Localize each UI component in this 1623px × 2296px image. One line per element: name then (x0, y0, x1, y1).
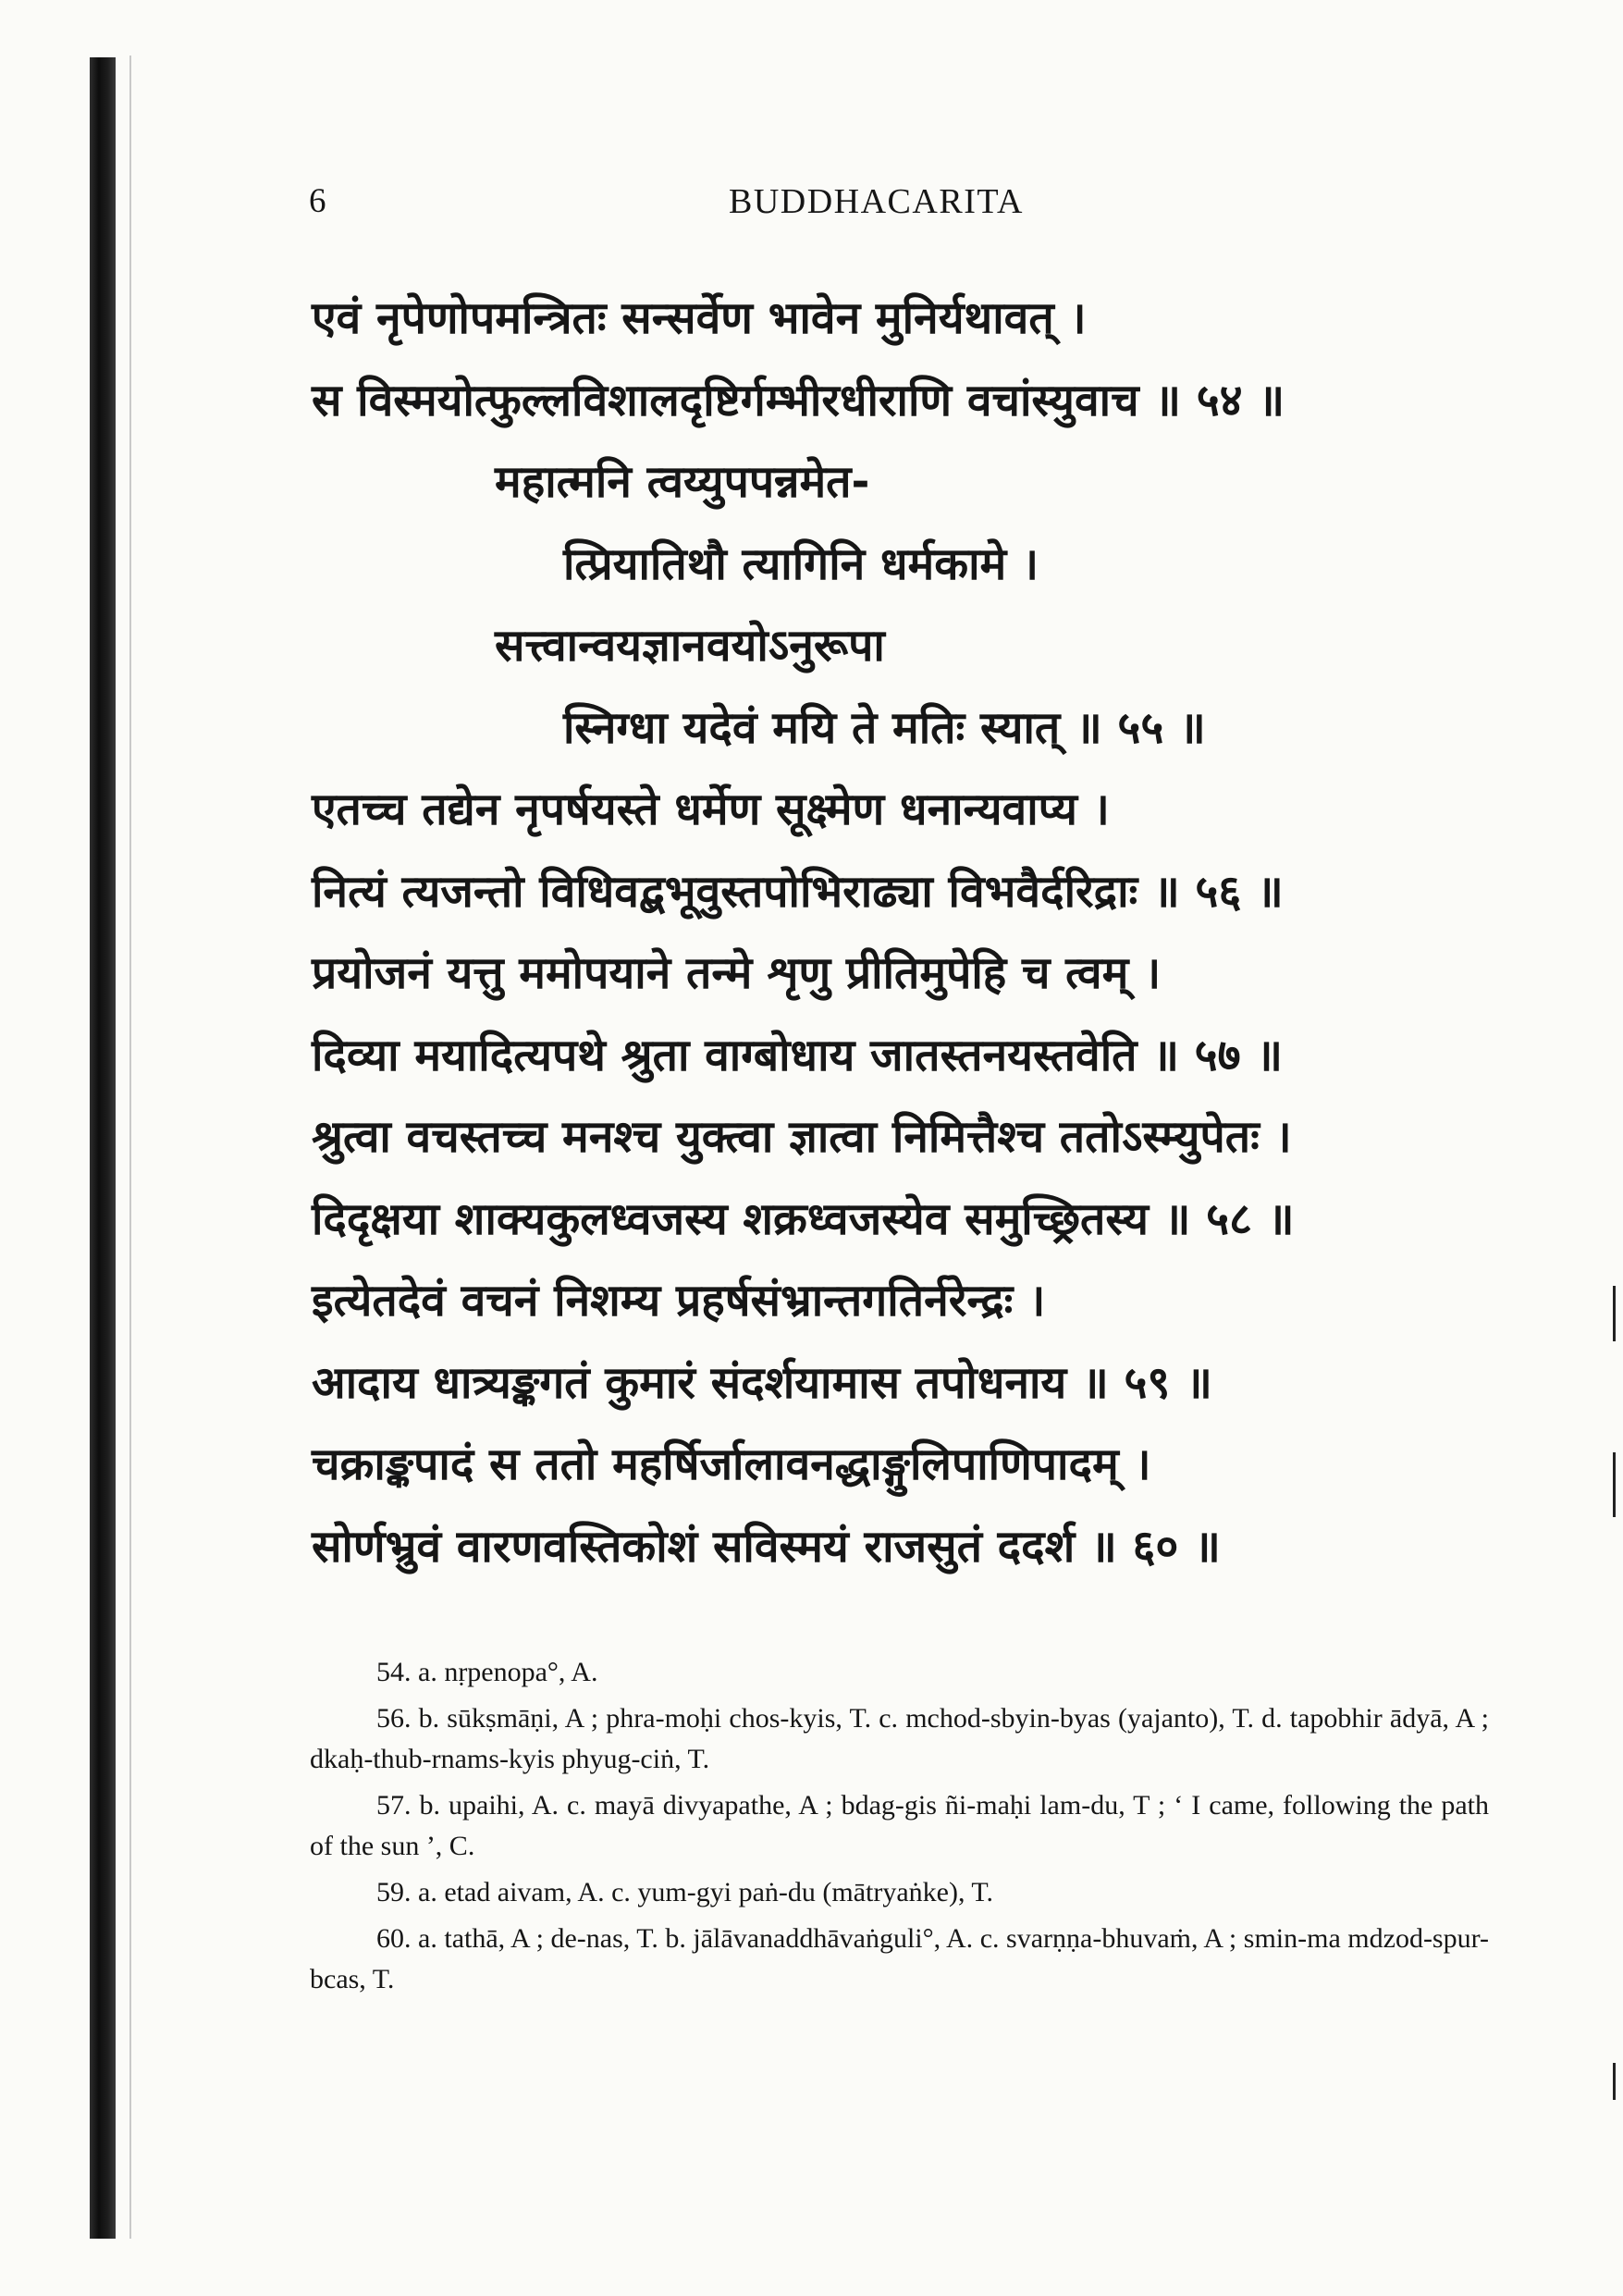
verse-line: नित्यं त्यजन्तो विधिवद्बभूवुस्तपोभिराढ्या विभवैर्दरिद्राः ॥ ५६ ॥ (312, 865, 1284, 918)
verse-line: इत्येतदेवं वचनं निशम्य प्रहर्षसंभ्रान्तगतिर्नरेन्द्रः । (312, 1275, 1046, 1327)
footnote: 56. b. sūkṣmāṇi, A ; phra-moḥi chos-kyis, T. c. mchod-sbyin-byas (yajanto), T. d. tapobhir ādyā, A ; dkaḥ-thub-rnams-kyis phyug-ciṅ, T. (310, 1703, 1489, 1774)
footnote: 54. a. nṛpenopa°, A. (376, 1657, 598, 1687)
scan-edge-mark (1613, 2063, 1616, 2100)
scan-edge-mark (1613, 1286, 1616, 1341)
verse-block (312, 278, 1514, 1587)
verse-line: चक्राङ्कपादं स ततो महर्षिर्जालावनद्धाङ्गुलिपाणिपादम् । (312, 1438, 1151, 1490)
verse-line: सत्त्वान्वयज्ञानवयोऽनुरूपा (495, 620, 885, 672)
verse-line: एतच्च तद्येन नृपर्षयस्ते धर्मेण सूक्ष्मेण धनान्यवाप्य । (312, 784, 1110, 835)
page-gutter-edge (129, 56, 131, 2239)
verse-line: श्रुत्वा वचस्तच्च मनश्च युक्त्वा ज्ञात्वा निमित्तैश्च ततोऽस्म्युपेतः । (312, 1111, 1292, 1163)
running-title: BUDDHACARITA (729, 182, 1024, 221)
verse-line: महात्मनि त्वय्युपपन्नमेत- (495, 456, 870, 508)
verse-line: स विस्मयोत्फुल्लविशालदृष्टिर्गम्भीरधीराणि वचांस्युवाच ॥ ५४ ॥ (312, 374, 1285, 426)
footnote: 60. a. tathā, A ; de-nas, T. b. jālāvanaddhāvaṅguli°, A. c. svarṇṇa-bhuvaṁ, A ; smin-ma mdzod-spur-bcas, T. (310, 1923, 1489, 1994)
verse-line: प्रयोजनं यत्तु ममोपयाने तन्मे शृणु प्रीतिमुपेहि च त्वम् । (312, 947, 1162, 999)
book-spine-shadow (90, 57, 116, 2239)
footnote: 57. b. upaihi, A. c. mayā divyapathe, A ; bdag-gis ñi-maḥi lam-du, T ; ‘ I came, following the path of the sun ’, C. (310, 1790, 1489, 1861)
page-header (0, 181, 1623, 237)
page-number: 6 (309, 182, 326, 220)
verse-line: आदाय धात्र्यङ्कगतं कुमारं संदर्शयामास तपोधनाय ॥ ५९ ॥ (312, 1356, 1212, 1409)
verse-line: सोर्णभ्रुवं वारणवस्तिकोशं सविस्मयं राजसुतं ददर्श ॥ ६० ॥ (312, 1520, 1221, 1573)
scan-edge-mark (1613, 1452, 1616, 1517)
footnote: 59. a. etad aivam, A. c. yum-gyi paṅ-du (mātryaṅke), T. (376, 1877, 994, 1907)
verse-line: एवं नृपेणोपमन्त्रितः सन्सर्वेण भावेन मुनिर्यथावत् । (312, 292, 1087, 344)
footnotes (310, 1652, 1489, 2006)
verse-line: स्निग्धा यदेवं मयि ते मतिः स्यात् ॥ ५५ ॥ (563, 701, 1206, 754)
verse-line: दिदृक्षया शाक्यकुलध्वजस्य शक्रध्वजस्येव समुच्छ्रितस्य ॥ ५८ ॥ (312, 1192, 1295, 1245)
verse-line: त्प्रियातिथौ त्यागिनि धर्मकामे । (563, 537, 1039, 590)
verse-line: दिव्या मयादित्यपथे श्रुता वाग्बोधाय जातस्तनयस्तवेति ॥ ५७ ॥ (312, 1029, 1284, 1081)
